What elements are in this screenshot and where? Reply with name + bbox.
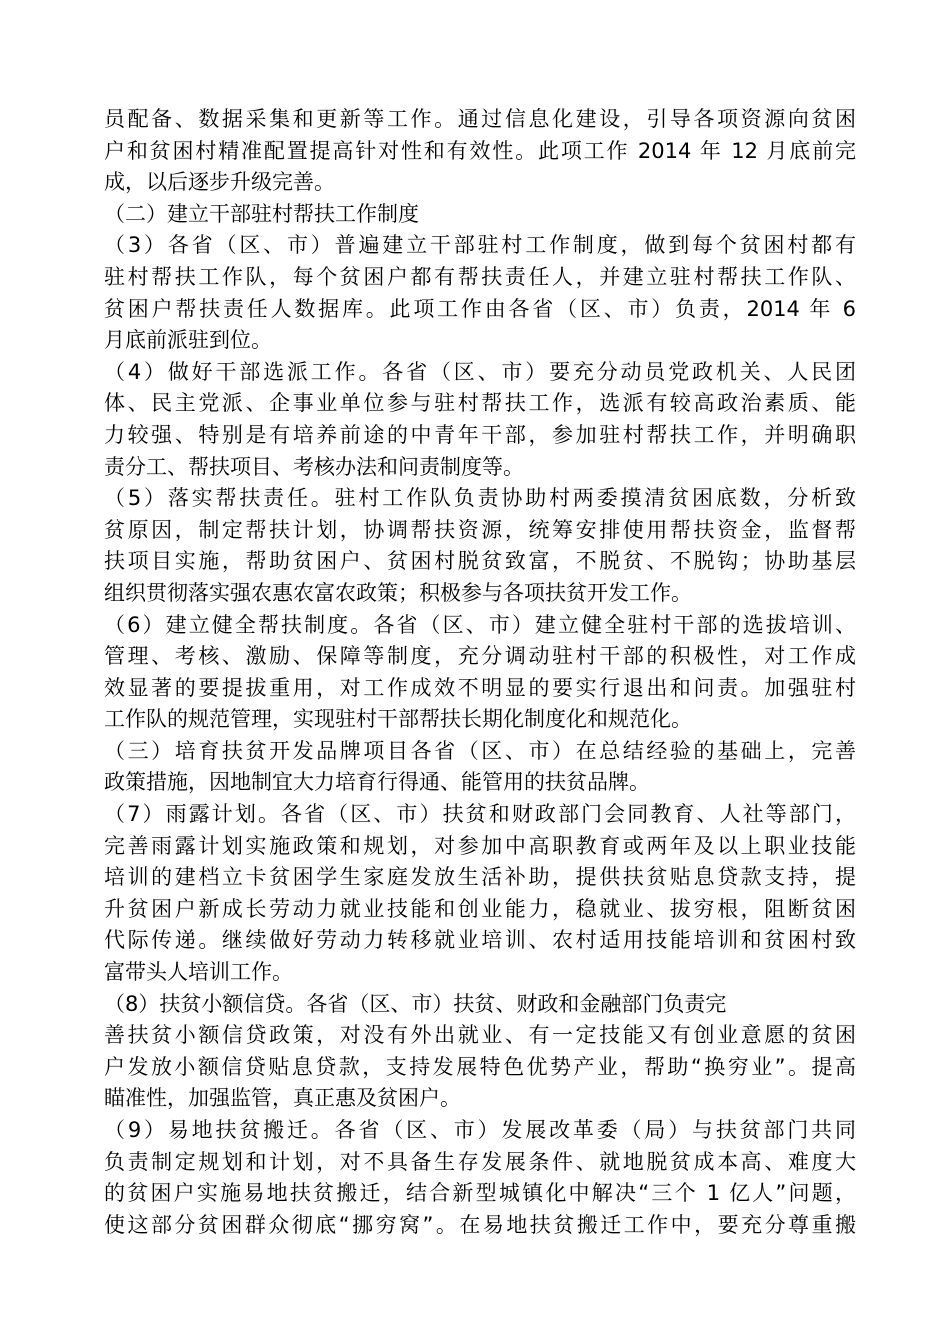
text-line: 驻村帮扶工作队，每个贫困户都有帮扶责任人，并建立驻村帮扶工作队、 [104, 264, 856, 289]
text-line: 贫原因，制定帮扶计划，协调帮扶资源，统筹安排使用帮扶资金，监督帮 [104, 517, 856, 542]
text-line: 瞄准性，加强监管，真正惠及贫困户。 [104, 1086, 461, 1111]
text-line: 完善雨露计划实施政策和规划，对参加中高职教育或两年及以上职业技能 [104, 833, 856, 858]
text-line: 责分工、帮扶项目、考核办法和问责制度等。 [104, 454, 524, 479]
text-line: （6）建立健全帮扶制度。各省（区、市）建立健全驻村干部的选拔培训、 [104, 612, 856, 637]
text-line: 户发放小额信贷贴息贷款，支持发展特色优势产业，帮助“换穷业”。提高 [104, 1054, 856, 1079]
text-line: 成，以后逐步升级完善。 [104, 170, 335, 195]
text-line: （3）各省（区、市）普遍建立干部驻村工作制度，做到每个贫困村都有 [104, 233, 856, 258]
text-line: 贫困户帮扶责任人数据库。此项工作由各省（区、市）负责，2014 年 6 [104, 296, 856, 321]
text-line: 政策措施，因地制宜大力培育行得通、能管用的扶贫品牌。 [104, 770, 650, 795]
text-line: 体、民主党派、企事业单位参与驻村帮扶工作，选派有较高政治素质、能 [104, 391, 856, 416]
text-line: 员配备、数据采集和更新等工作。通过信息化建设，引导各项资源向贫困 [104, 107, 856, 131]
text-line: （9）易地扶贫搬迁。各省（区、市）发展改革委（局）与扶贫部门共同 [104, 1118, 856, 1142]
text-line: 扶项目实施，帮助贫困户、贫困村脱贫致富，不脱贫、不脱钩；协助基层 [104, 549, 856, 574]
text-line: 管理、考核、激励、保障等制度，充分调动驻村干部的积极性，对工作成 [104, 644, 856, 669]
text-line: （8）扶贫小额信贷。各省（区、市）扶贫、财政和金融部门负责完 [104, 991, 727, 1016]
text-line: 培训的建档立卡贫困学生家庭发放生活补助，提供扶贫贴息贷款支持，提 [104, 865, 856, 890]
text-line: 月底前派驻到位。 [104, 328, 272, 353]
text-line: 富带头人培训工作。 [104, 960, 293, 985]
text-line: 力较强、特别是有培养前途的中青年干部，参加驻村帮扶工作，并明确职 [104, 422, 856, 447]
text-line: 使这部分贫困群众彻底“挪穷窝”。在易地扶贫搬迁工作中，要充分尊重搬 [104, 1212, 856, 1237]
text-line: 代际传递。继续做好劳动力转移就业培训、农村适用技能培训和贫困村致 [104, 928, 856, 953]
text-line: 的贫困户实施易地扶贫搬迁，结合新型城镇化中解决“三个 1 亿人”问题， [104, 1181, 856, 1206]
text-line: （4）做好干部选派工作。各省（区、市）要充分动员党政机关、人民团 [104, 359, 856, 384]
text-line: 升贫困户新成长劳动力就业技能和创业能力，稳就业、拔穷根，阻断贫困 [104, 896, 856, 921]
text-line: （二）建立干部驻村帮扶工作制度 [104, 201, 419, 226]
text-line: 负责制定规划和计划，对不具备生存发展条件、就地脱贫成本高、难度大 [104, 1149, 856, 1174]
text-line: 效显著的要提拔重用，对工作成效不明显的要实行退出和问责。加强驻村 [104, 675, 856, 700]
document-body [104, 104, 856, 1241]
text-line: 工作队的规范管理，实现驻村干部帮扶长期化制度化和规范化。 [104, 707, 692, 732]
text-line: 善扶贫小额信贷政策，对没有外出就业、有一定技能又有创业意愿的贫困 [104, 1023, 856, 1048]
text-line: （7）雨露计划。各省（区、市）扶贫和财政部门会同教育、人社等部门， [104, 802, 856, 827]
text-line: （5）落实帮扶责任。驻村工作队负责协助村两委摸清贫困底数，分析致 [104, 486, 856, 511]
text-line: （三）培育扶贫开发品牌项目各省（区、市）在总结经验的基础上，完善 [104, 738, 856, 763]
text-line: 组织贯彻落实强农惠农富农政策；积极参与各项扶贫开发工作。 [104, 580, 692, 605]
text-line: 户和贫困村精准配置提高针对性和有效性。此项工作 2014 年 12 月底前完 [104, 138, 856, 163]
